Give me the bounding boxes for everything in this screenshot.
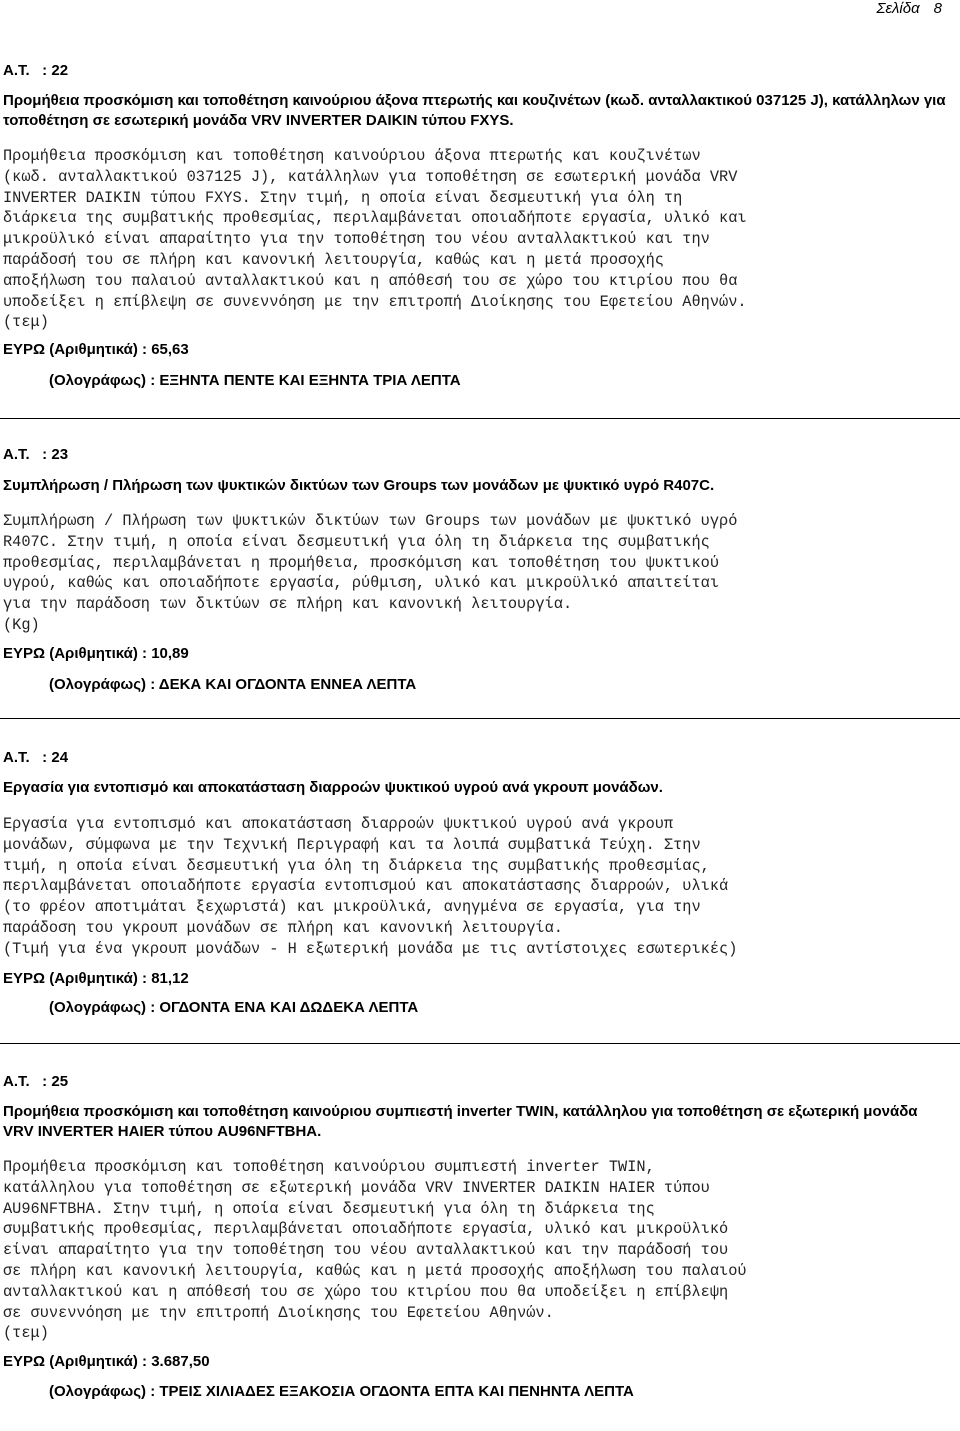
article-separator — [0, 418, 960, 419]
price-words: (Ολογράφως) : ΕΞΗΝΤΑ ΠΕΝΤΕ ΚΑΙ ΕΞΗΝΤΑ ΤΡΙΑ ΛΕΠΤΑ — [49, 372, 461, 389]
page-header — [876, 0, 942, 20]
article-title: Συμπλήρωση / Πλήρωση των ψυκτικών δικτύων των Groups των μονάδων με ψυκτικό υγρό R407C. — [3, 477, 715, 494]
article-number: Α.Τ. : 22 — [3, 62, 69, 79]
price-numeric: ΕΥΡΩ (Αριθμητικά) : 3.687,50 — [3, 1353, 210, 1370]
page-label: Σελίδα — [876, 0, 920, 17]
article-separator — [0, 718, 960, 719]
price-words: (Ολογράφως) : ΟΓΔΟΝΤΑ ΕΝΑ ΚΑΙ ΔΩΔΕΚΑ ΛΕΠΤΑ — [49, 999, 419, 1016]
article-description: Προμήθεια προσκόμιση και τοποθέτηση καινούριου συμπιεστή inverter TWIN, κατάλληλου για τοποθέτηση σε εξωτερική μονάδα VRV INVERTER DAIKIN HAIER τύπου AU96NFTBHA. Στην τιμή, η οποία είναι δεσμευτική για όλη τη διάρκεια της συμβατικής προθεσμίας, περιλαμβάνεται οποιαδήποτε εργασία, υλικό και μικροϋλικό είναι απαραίτητο για την τοποθέτηση του νέου ανταλλακτικού και την παράδοσή του σε πλήρη και κανονική λειτουργία, καθώς και η μετά προσοχής αποξήλωση του παλαιού ανταλλακτικού και η απόθεσή του σε χώρο του κτιρίου που θα υποδείξει η επίβλεψη σε συνεννόηση με την επιτροπή Διοίκησης του Εφετείου Αθηνών. (τεμ) — [3, 1158, 747, 1343]
article-description: Προμήθεια προσκόμιση και τοποθέτηση καινούριου άξονα πτερωτής και κουζινέτων (κωδ. ανταλλακτικού 037125 J), κατάλληλων για τοποθέτηση σε εσωτερική μονάδα VRV INVERTER DAIKIN τύπου FXYS. Στην τιμή, η οποία είναι δεσμευτική για όλη τη διάρκεια της συμβατικής προθεσμίας, περιλαμβάνεται οποιαδήποτε εργασία, υλικό και μικροϋλικό είναι απαραίτητο για την τοποθέτηση του νέου ανταλλακτικού και την παράδοσή του σε πλήρη και κανονική λειτουργία, καθώς και η μετά προσοχής αποξήλωση του παλαιού ανταλλακτικού και η απόθεσή του σε χώρο του κτιρίου που θα υποδείξει η επίβλεψη σε συνεννόηση με την επιτροπή Διοίκησης του Εφετείου Αθηνών. (τεμ) — [3, 147, 747, 332]
article-number: Α.Τ. : 23 — [3, 446, 69, 463]
article-number: Α.Τ. : 25 — [3, 1073, 69, 1090]
article-separator — [0, 1043, 960, 1044]
article-title: Προμήθεια προσκόμιση και τοποθέτηση καινούριου συμπιεστή inverter TWIN, κατάλληλου για τοποθέτηση σε εξωτερική μονάδα VRV INVERTER HAIER τύπου AU96NFTBHA. — [3, 1103, 918, 1140]
price-words: (Ολογράφως) : ΤΡΕΙΣ ΧΙΛΙΑΔΕΣ ΕΞΑΚΟΣΙΑ ΟΓΔΟΝΤΑ ΕΠΤΑ ΚΑΙ ΠΕΝΗΝΤΑ ΛΕΠΤΑ — [49, 1383, 634, 1400]
article-title: Εργασία για εντοπισμό και αποκατάσταση διαρροών ψυκτικού υγρού ανά γκρουπ μονάδων. — [3, 779, 663, 796]
article-number: Α.Τ. : 24 — [3, 749, 69, 766]
article-description: Συμπλήρωση / Πλήρωση των ψυκτικών δικτύων των Groups των μονάδων με ψυκτικό υγρό R407C. Στην τιμή, η οποία είναι δεσμευτική για όλη τη διάρκεια της συμβατικής προθεσμίας, περιλαμβάνεται η προμήθεια, προσκόμιση και τοποθέτηση του ψυκτικού υγρού, καθώς και οποιαδήποτε εργασία, ρύθμιση, υλικό και μικροϋλικό απαιτείται για την παράδοση των δικτύων σε πλήρη και κανονική λειτουργία. (Kg) — [3, 512, 738, 634]
price-words: (Ολογράφως) : ΔΕΚΑ ΚΑΙ ΟΓΔΟΝΤΑ ΕΝΝΕΑ ΛΕΠΤΑ — [49, 676, 417, 693]
article-title: Προμήθεια προσκόμιση και τοποθέτηση καινούριου άξονα πτερωτής και κουζινέτων (κωδ. ανταλλακτικού 037125 J), κατάλληλων για τοποθέτηση σε εσωτερική μονάδα VRV INVERTER DAIKIN τύπου FXYS. — [3, 92, 946, 129]
price-numeric: ΕΥΡΩ (Αριθμητικά) : 81,12 — [3, 970, 189, 987]
price-numeric: ΕΥΡΩ (Αριθμητικά) : 65,63 — [3, 341, 189, 358]
page-number: 8 — [933, 0, 942, 17]
article-description: Εργασία για εντοπισμό και αποκατάσταση διαρροών ψυκτικού υγρού ανά γκρουπ μονάδων, σύμφωνα με την Τεχνική Περιγραφή και τα λοιπά συμβατικά Τεύχη. Στην τιμή, η οποία είναι δεσμευτική για όλη τη διάρκεια της συμβατικής προθεσμίας, περιλαμβάνεται οποιαδήποτε εργασία εντοπισμού και αποκατάστασης διαρροών, υλικά (το φρέον αποτιμάται ξεχωριστά) και μικροϋλικά, ανηγμένα σε εργασία, για την παράδοση του γκρουπ μονάδων σε πλήρη και κανονική λειτουργία. (Τιμή για ένα γκρουπ μονάδων - Η εξωτερική μονάδα με τις αντίστοιχες εσωτερικές) — [3, 815, 738, 958]
price-numeric: ΕΥΡΩ (Αριθμητικά) : 10,89 — [3, 645, 189, 662]
